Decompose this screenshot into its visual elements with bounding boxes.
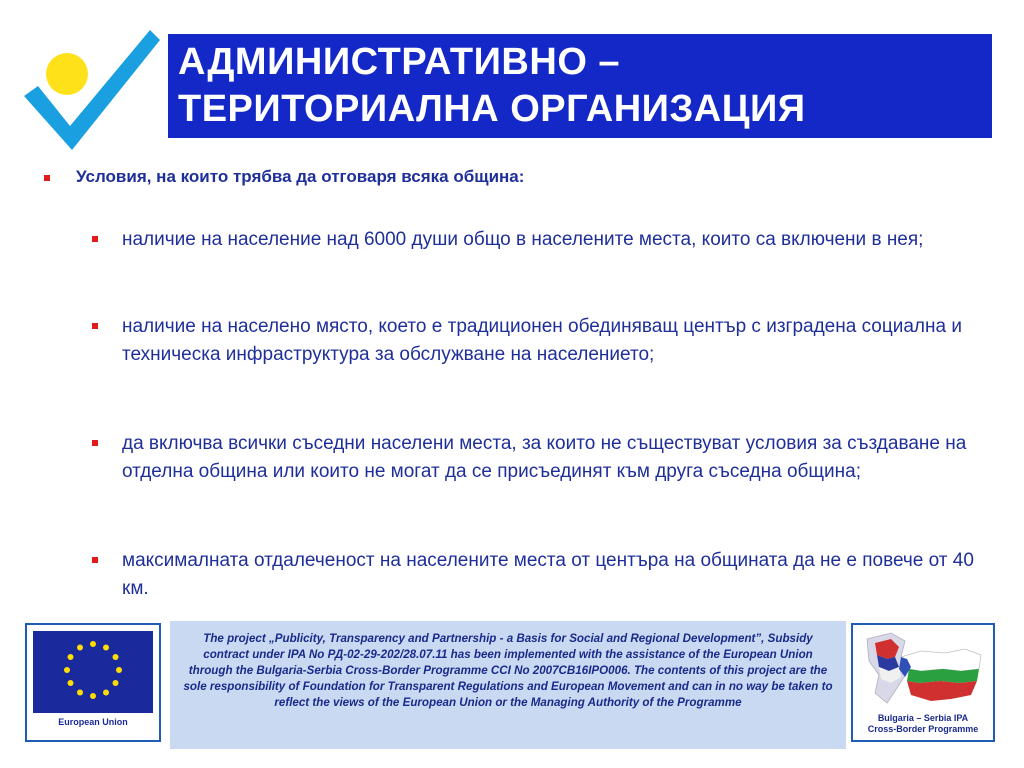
checkmark-logo-icon [18,26,166,156]
bullet-marker [92,440,98,446]
sub-bullet-4: максималната отдалеченост на населените места от центъра на общината да не е повече от 40 км. [122,550,974,599]
bulgaria-serbia-map-icon [861,629,987,709]
sub-bullet-1: наличие на население над 6000 души общо в населените места, които са включени в нея; [122,229,924,250]
bullet-marker [92,236,98,242]
bullet-marker [44,175,50,181]
bullet-marker [92,557,98,563]
programme-logo-box [851,623,995,742]
title-banner [168,34,992,138]
title-line-1: АДМИНИСТРАТИВНО – [178,41,621,83]
eu-flag-icon [33,631,153,713]
sub-bullet-2: наличие на населено място, което е традиционен обединяващ център с изградена социална и техническа инфраструктура за обслужване на населението; [122,316,962,365]
title-line-2: ТЕРИТОРИАЛНА ОРГАНИЗАЦИЯ [178,88,806,130]
programme-label-line-1: Bulgaria – Serbia IPA [877,713,969,723]
programme-label-line-2: Cross-Border Programme [867,724,979,734]
programme-label [853,713,993,735]
eu-logo-box [25,623,161,742]
project-disclaimer: The project „Publicity, Transparency and Partnership - a Basis for Social and Regional Development”, Subsidy contract under IPA No РД-02-29-202/28.07.11 has been implemented with the assistance of the European Union through the Bulgaria-Serbia Cross-Border Programme CCI No 2007CB16IPO006. The contents of this project are the sole responsibility of Foundation for Transparent Regulations and European Movement and can in no way be taken to reflect the views of the European Union or the Managing Authority of the Programme [170,621,846,749]
footer [0,617,1024,768]
bullet-marker [92,323,98,329]
main-bullet-text: Условия, на които трябва да отговаря всяка община: [76,167,525,186]
eu-label: European Union [58,717,128,727]
sub-bullet-3: да включва всички съседни населени места, за които не съществуват условия за създаване на отделна община или които не могат да се присъединят към друга съседна община; [122,433,967,482]
